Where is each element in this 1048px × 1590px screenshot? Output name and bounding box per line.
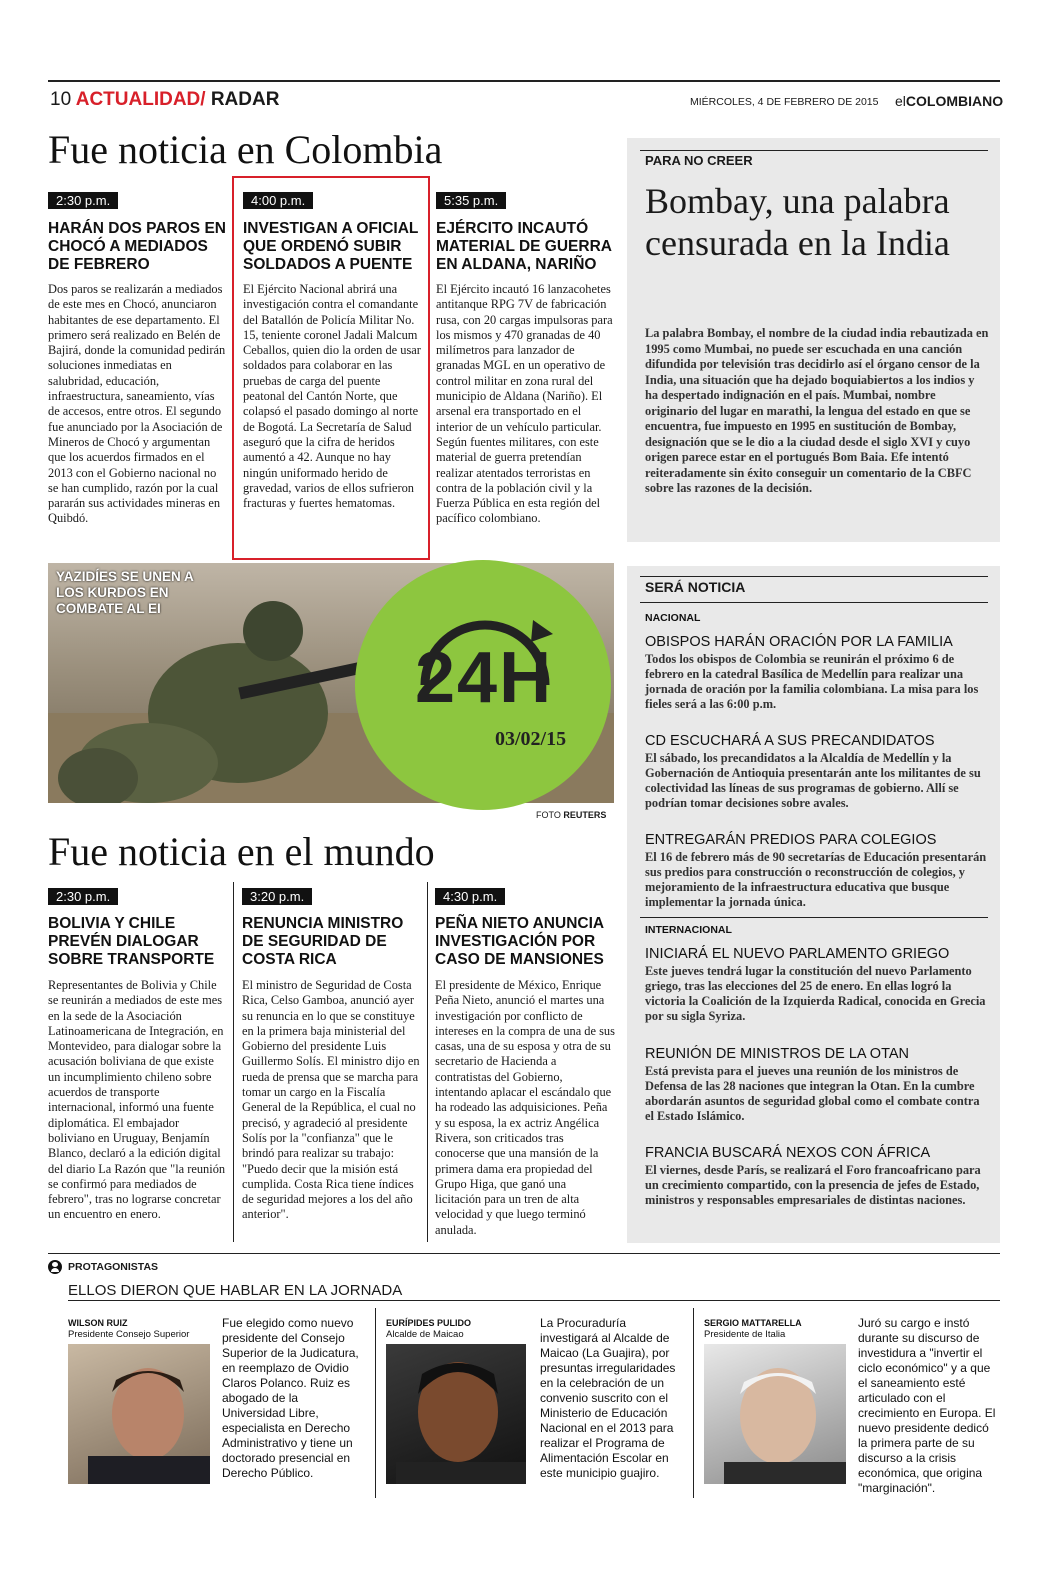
panel-body: La palabra Bombay, el nombre de la ciudad india rebautizada en 1995 como Mumbai, no puede ser escuchada en una canción difundida por televisión tras decidirlo así el órgano censor de la India, una situación que ha dejado boquiabiertos a los indios y ha despertado indignación en el país. Mumbai, nombre originario del lugar en marathi, la lengua del estado en que se encuentra, fue impuesto en 1995 en sustitución de Bombay, designación que se le dio a la ciudad desde el siglo XVI y cuyo origen parece estar en el portugués Bom Baia. Efe intentó reiteradamente sin éxito conseguir un comentario de la CBFC sobre las razones de la decisión.: [645, 326, 989, 495]
photo-credit-source: REUTERS: [563, 810, 607, 820]
badge-24h-text: 24H: [415, 638, 554, 718]
upcoming-headline: FRANCIA BUSCARÁ NEXOS CON ÁFRICA: [645, 1145, 931, 1161]
panel-label: PARA NO CREER: [645, 153, 753, 168]
news-headline: BOLIVIA Y CHILE PREVÉN DIALOGAR SOBRE TRANSPORTE: [48, 915, 215, 968]
upcoming-headline: INICIARÁ EL NUEVO PARLAMENTO GRIEGO: [645, 946, 950, 962]
news-time: 2:30 p.m.: [48, 888, 118, 905]
person-text: La Procuraduría investigará al Alcalde de Maicao (La Guajira), por presuntas irregularidades en la celebración de un convenio suscrito con el Ministerio de Educación Nacional en el 2013 para realizar el Programa de Alimentación Escolar en este municipio guajiro.: [540, 1316, 676, 1480]
badge-24h: [355, 560, 611, 810]
panel-headline: Bombay, una palabra censurada en la India: [645, 181, 950, 263]
person-text: Juró su cargo e instó durante su discurso de investidura a "invertir el ciclo económico" y a que el saneamiento esté articulado con el crecimiento en Europa. El nuevo presidente dedicó la primera parte de su discurso a la crisis económica, que origina "marginación".: [858, 1316, 996, 1495]
protagonistas-title: ELLOS DIERON QUE HABLAR EN LA JORNADA: [68, 1282, 403, 1299]
panel-rule: [640, 602, 988, 603]
person-role: Alcalde de Maicao: [386, 1329, 464, 1340]
subsection-label: INTERNACIONAL: [645, 924, 732, 936]
news-body: Dos paros se realizarán a mediados de este mes en Chocó, anunciaron habitantes de ese departamento. El primero será realizado en Belén de Bajirá, donde la comunidad pedirán soluciones inmediatas en salubridad, educación, infraestructura, saneamiento, vías de accesos, entre otros. El segundo fue anunciado por la Asociación de Mineros de Chocó y argumentan que los acuerdos firmados en el 2013 con el Gobierno nacional no se han cumplido, razón por la cual pararán sus actividades mineras en Quibdó.: [48, 282, 226, 526]
news-time: 5:35 p.m.: [436, 192, 506, 209]
panel-label: SERÁ NOTICIA: [645, 579, 746, 595]
news-headline: RENUNCIA MINISTRO DE SEGURIDAD DE COSTA RICA: [242, 915, 404, 968]
logo-name: COLOMBIANO: [905, 93, 1004, 109]
newspaper-logo: [895, 93, 1003, 109]
news-time: 3:20 p.m.: [242, 888, 312, 905]
news-body: El Ejército Nacional abrirá una investigación contra el comandante del Batallón de Policía Militar No. 15, teniente coronel Jadali Malcum Ceballos, quien dio la orden de usar soldados para colaborar en las pruebas de carga del puente peatonal del Cantón Norte, que colapsó el pasado domingo al norte de Bogotá. La Secretaría de Salud aseguró que la cifra de heridos aumentó a 42. Aunque no hay ningún uniformado herido de gravedad, varios de ellos sufrieron fracturas y fuertes hematomas.: [243, 282, 421, 511]
upcoming-headline: ENTREGARÁN PREDIOS PARA COLEGIOS: [645, 832, 937, 848]
news-headline: INVESTIGAN A OFICIAL QUE ORDENÓ SUBIR SOLDADOS A PUENTE: [243, 220, 419, 273]
person-name: WILSON RUIZ: [68, 1318, 128, 1328]
subsection-name: RADAR: [210, 89, 280, 110]
logo-prefix: el: [895, 93, 906, 109]
person-name: SERGIO MATTARELLA: [704, 1318, 802, 1328]
news-headline: PEÑA NIETO ANUNCIA INVESTIGACIÓN POR CASO DE MANSIONES: [435, 915, 604, 968]
colombia-section-title: Fue noticia en Colombia: [48, 127, 443, 172]
column-divider: [693, 1308, 694, 1498]
upcoming-headline: OBISPOS HARÁN ORACIÓN POR LA FAMILIA: [645, 634, 953, 650]
header-rule: [48, 80, 1000, 82]
section-rule: [48, 1253, 1000, 1254]
column-divider: [375, 1308, 376, 1498]
section-header: [50, 88, 279, 112]
person-photo: [386, 1344, 526, 1484]
portrait-illustration: [68, 1344, 210, 1484]
upcoming-body: Todos los obispos de Colombia se reunirán el próximo 6 de febrero en la catedral Basílica de Medellín para realizar una jornada de oración por la familia colombiana. La misa para los fieles será a las 6:00 p.m.: [645, 652, 979, 711]
subsection-label: NACIONAL: [645, 612, 701, 624]
upcoming-body: El sábado, los precandidatos a la Alcaldía de Medellín y la Gobernación de Antioquia presentarán ante los militantes de su colectividad las líneas de sus programas de gobierno. Allí se podrían tomar decisiones sobre avales.: [645, 751, 981, 810]
panel-rule: [640, 150, 988, 151]
upcoming-headline: REUNIÓN DE MINISTROS DE LA OTAN: [645, 1046, 909, 1062]
news-body: Representantes de Bolivia y Chile se reunirán a mediados de este mes en la sede de la Asociación Latinoamericana de Integración, en Montevideo, para dialogar sobre la acusación boliviana de que existe un incumplimiento chileno sobre acuerdos de transporte internacional, informó una fuente diplomática. El embajador boliviano en Uruguay, Benjamín Blanco, declaró a la edición digital del diario La Razón que "la reunión se confirmó para mediados de febrero", tras no lograrse concretar un encuentro en enero.: [48, 978, 226, 1222]
protagonistas-label: PROTAGONISTAS: [68, 1261, 159, 1273]
photo-credit: [536, 810, 606, 820]
person-photo: [68, 1344, 210, 1484]
panel-rule: [640, 917, 988, 918]
person-role: Presidente de Italia: [704, 1329, 786, 1340]
upcoming-body: El viernes, desde París, se realizará el Foro francoafricano para un crecimiento compartido, con la presencia de jefes de Estado, ministros y responsables empresariales de distintas naciones.: [645, 1163, 981, 1207]
column-divider: [427, 882, 428, 1242]
section-name: ACTUALIDAD/: [75, 89, 206, 110]
photo-credit-label: FOTO: [536, 810, 561, 820]
news-time: 4:00 p.m.: [243, 192, 313, 209]
upcoming-body: El 16 de febrero más de 90 secretarías de Educación presentarán sus predios para construcción o reconstrucción de colegios, y mejoramiento de la infraestructura educativa que busque implementar la jornada única.: [645, 850, 987, 909]
photo-caption: YAZIDÍES SE UNEN A LOS KURDOS EN COMBATE AL EI: [56, 569, 194, 616]
news-body: El ministro de Seguridad de Costa Rica, Celso Gamboa, anunció ayer su renuncia en lo que se constituye en la primera baja ministerial del Gobierno del presidente Luis Guillermo Solís. El ministro dijo en rueda de prensa que se marcha para tomar un cargo en la Fiscalía General de la República, el cual no precisó, y agradeció al presidente Solís por la "confianza" que le brindó para realizar su trabajo: "Puedo decir que la misión está cumplida. Costa Rica tiene índices de seguridad mejores a los del año anterior".: [242, 978, 420, 1222]
news-time: 2:30 p.m.: [48, 192, 118, 209]
news-body: El Ejército incautó 16 lanzacohetes antitanque RPG 7V de fabricación rusa, con 20 cargas impulsoras para los mismos y 470 granadas de 40 milímetros para lanzador de granadas MGL en un operativo de control militar en zona rural del municipio de Aldana (Nariño). El arsenal era transportado en el interior de un vehículo particular. Según fuentes militares, con este material de guerra pretendían realizar atentados terroristas en contra de la población civil y la Fuerza Pública en esta región del pacífico colombiano.: [436, 282, 613, 526]
upcoming-headline: CD ESCUCHARÁ A SUS PRECANDIDATOS: [645, 733, 935, 749]
issue-date: MIÉRCOLES, 4 DE FEBRERO DE 2015: [690, 96, 879, 108]
news-time: 4:30 p.m.: [435, 888, 505, 905]
column-divider: [233, 882, 234, 1242]
upcoming-body: Este jueves tendrá lugar la constitución del nuevo Parlamento griego, tras las elecciones del 25 de enero. En ellas logró la victoria la Coalición de la Izquierda Radical, conocida en Grecia por su sigla Syriza.: [645, 964, 986, 1023]
news-headline: HARÁN DOS PAROS EN CHOCÓ A MEDIADOS DE FEBRERO: [48, 220, 226, 273]
person-role: Presidente Consejo Superior: [68, 1329, 190, 1340]
panel-rule: [640, 576, 988, 577]
person-text: Fue elegido como nuevo presidente del Consejo Superior de la Judicatura, en reemplazo de Ovidio Claros Polanco. Ruiz es abogado de la Universidad Libre, especialista en Derecho Administrativo y tiene un doctorado presencial en Derecho Público.: [222, 1316, 359, 1480]
upcoming-body: Está prevista para el jueves una reunión de los ministros de Defensa de las 28 naciones que integran la Otan. En la cumbre abordarán asuntos de seguridad global como el combate contra el Estado Islámico.: [645, 1064, 980, 1123]
person-name: EURÍPIDES PULIDO: [386, 1318, 472, 1328]
portrait-illustration: [704, 1344, 846, 1484]
section-rule: [68, 1300, 1000, 1301]
person-icon: [48, 1260, 62, 1274]
person-photo: [704, 1344, 846, 1484]
news-body: El presidente de México, Enrique Peña Nieto, anunció el martes una investigación por conflicto de intereses en la compra de una de sus casas, una de su esposa y otra de su secretario de Hacienda a contratistas del Gobierno, intentando aplacar el escándalo que ha rodeado las adquisiciones. Peña y su esposa, la ex actriz Angélica Rivera, son criticados tras conocerse que una mansión de la primera dama era propiedad del Grupo Higa, que ganó una licitación para un tren de alta velocidad y que luego terminó anulada.: [435, 978, 615, 1237]
portrait-illustration: [386, 1344, 526, 1484]
news-headline: EJÉRCITO INCAUTÓ MATERIAL DE GUERRA EN ALDANA, NARIÑO: [436, 220, 612, 273]
mundo-section-title: Fue noticia en el mundo: [48, 829, 435, 874]
page-number: 10: [50, 89, 72, 110]
badge-date: 03/02/15: [495, 728, 567, 750]
